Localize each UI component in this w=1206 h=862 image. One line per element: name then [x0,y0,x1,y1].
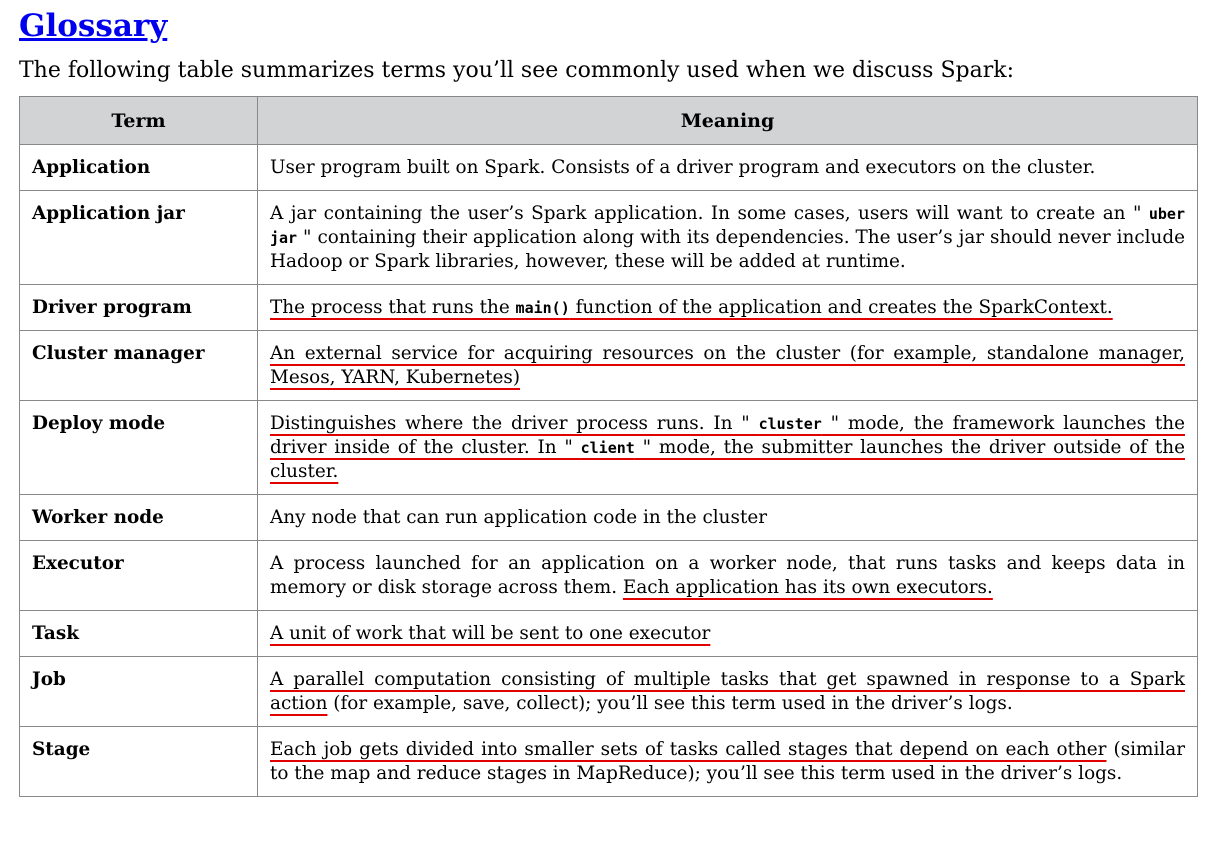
meaning-cell [258,657,1198,727]
term-cell: Task [20,611,258,657]
table-row [20,401,1198,495]
table-row [20,145,1198,191]
meaning-cell [258,495,1198,541]
term-cell: Application jar [20,191,258,285]
table-row [20,657,1198,727]
meaning-text: A unit of work that will be sent to one executor [270,623,711,644]
inline-code: main() [515,299,570,317]
meaning-text: Distinguishes where the driver process runs. In " [270,413,759,434]
meaning-cell [258,191,1198,285]
header-term: Term [20,97,258,145]
meaning-cell [258,145,1198,191]
meaning-text: (similar to the map and reduce stages in MapReduce); you’ll see this term used in the driver’s logs. [270,739,1185,784]
meaning-text: The process that runs the [270,297,516,318]
meaning-cell [258,285,1198,331]
meaning-text: Each job gets divided into smaller sets of tasks called stages that depend on each other [270,739,1107,760]
glossary-link[interactable]: Glossary [19,8,168,44]
meaning-cell [258,331,1198,401]
meaning-text: Each application has its own executors. [622,577,993,598]
meaning-cell [258,401,1198,495]
meaning-text: function of the application and creates the SparkContext. [569,297,1113,318]
meaning-text: " mode, the framework launches the driver inside of the cluster. In " [270,413,1185,458]
term-cell: Deploy mode [20,401,258,495]
inline-code: client [580,439,635,457]
table-body [20,145,1198,797]
table-row [20,285,1198,331]
table-row [20,331,1198,401]
meaning-text: (for example, save, collect); you’ll see this term used in the driver’s logs. [327,693,1013,714]
table-row [20,727,1198,797]
meaning-text: A parallel computation consisting of multiple tasks that get spawned in response to a Spark action [270,669,1185,714]
inline-code: uber jar [270,205,1185,247]
term-cell: Job [20,657,258,727]
term-cell: Cluster manager [20,331,258,401]
meaning-text: An external service for acquiring resources on the cluster (for example, standalone manager, Mesos, YARN, Kubernetes) [270,343,1185,388]
term-cell: Stage [20,727,258,797]
intro-text: The following table summarizes terms you’ll see commonly used when we discuss Spark: [19,58,1014,83]
meaning-text: A process launched for an application on a worker node, that runs tasks and keeps data in memory or disk storage across them. [270,553,1185,598]
meaning-text: A jar containing the user’s Spark application. In some cases, users will want to create an " [270,203,1149,224]
meaning-cell [258,727,1198,797]
term-cell: Driver program [20,285,258,331]
table-row [20,191,1198,285]
meaning-text: Any node that can run application code in the cluster [270,507,768,528]
meaning-text: " mode, the submitter launches the driver outside of the cluster. [270,437,1185,482]
meaning-text: User program built on Spark. Consists of a driver program and executors on the cluster. [270,157,1096,178]
meaning-cell [258,611,1198,657]
header-meaning: Meaning [258,97,1198,145]
glossary-table [19,96,1198,797]
page-title [19,6,1197,46]
table-row [20,611,1198,657]
table-row [20,541,1198,611]
meaning-cell [258,541,1198,611]
table-header-row [20,97,1198,145]
term-cell: Executor [20,541,258,611]
meaning-text: " containing their application along with its dependencies. The user’s jar should never include Hadoop or Spark libraries, however, these will be added at runtime. [270,227,1185,272]
term-cell: Application [20,145,258,191]
inline-code: cluster [758,415,822,433]
table-row [20,495,1198,541]
term-cell: Worker node [20,495,258,541]
